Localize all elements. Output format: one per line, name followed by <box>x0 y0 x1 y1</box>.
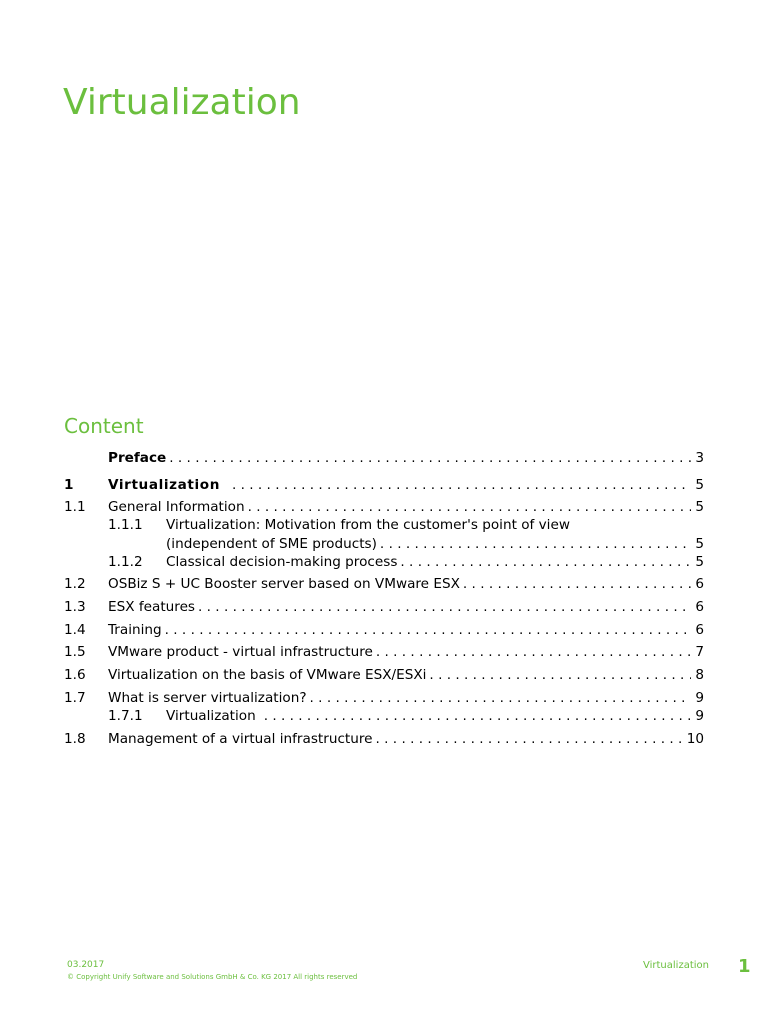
toc-entry-text: Virtualization <box>166 708 256 724</box>
toc-entry-text: Management of a virtual infrastructure <box>108 731 373 747</box>
toc-leader-dots <box>429 665 691 685</box>
toc-leader-dots <box>198 597 691 617</box>
toc-leader-dots <box>380 534 691 554</box>
toc-leader-dots <box>310 688 692 708</box>
toc-entry-number: 1.4 <box>64 622 86 638</box>
footer-doc-title: Virtualization <box>643 960 709 971</box>
toc-entry-number: 1.1.1 <box>108 517 143 533</box>
toc-entry-number: 1.8 <box>64 731 86 747</box>
toc-leader-dots <box>232 475 691 495</box>
toc-page-number: 5 <box>695 499 704 515</box>
toc-page-number: 9 <box>695 708 704 724</box>
toc-page-number: 6 <box>695 599 704 615</box>
toc-entry-number: 1.6 <box>64 667 86 683</box>
toc-page-number: 3 <box>695 450 704 466</box>
toc-entry-1-7-1[interactable] <box>108 706 704 726</box>
toc-entry-number: 1.3 <box>64 599 86 615</box>
toc-entry-chapter-1[interactable] <box>64 475 704 495</box>
toc-entry-text-line2: (independent of SME products) <box>166 536 377 552</box>
toc-entry-1-1-1-line2[interactable] <box>166 534 704 554</box>
toc-page-number: 7 <box>695 644 704 660</box>
toc-page-number: 6 <box>695 622 704 638</box>
toc-entry-number: 1.5 <box>64 644 86 660</box>
toc-entry-text: Preface <box>108 450 167 466</box>
toc-entry-text: Training <box>108 622 162 638</box>
toc-leader-dots <box>165 620 692 640</box>
toc-leader-dots <box>463 574 691 594</box>
toc-page-number: 8 <box>695 667 704 683</box>
toc-entry-text: General Information <box>108 499 245 515</box>
toc-entry-number: 1.1 <box>64 499 86 515</box>
toc-leader-dots <box>264 706 692 726</box>
toc-entry-text: Classical decision-making process <box>166 554 398 570</box>
toc-entry-preface[interactable] <box>108 448 704 468</box>
toc-entry-text: ESX features <box>108 599 196 615</box>
toc-leader-dots <box>376 642 691 662</box>
content-heading: Content <box>64 414 144 438</box>
document-title: Virtualization <box>63 82 301 123</box>
footer-copyright: © Copyright Unify Software and Solutions GmbH & Co. KG 2017 All rights reserved <box>67 973 358 981</box>
toc-entry-number: 1.2 <box>64 576 86 592</box>
toc-entry-number: 1.1.2 <box>108 554 143 570</box>
toc-entry-text: Virtualization on the basis of VMware ESX/ESXi <box>108 667 427 683</box>
toc-page-number: 9 <box>695 690 704 706</box>
toc-entry-1-6[interactable] <box>64 665 704 685</box>
toc-page-number: 5 <box>695 477 704 493</box>
toc-entry-text: What is server virtualization? <box>108 690 307 706</box>
toc-entry-number: 1.7.1 <box>108 708 143 724</box>
toc-page-number: 5 <box>695 536 704 552</box>
toc-entry-1-1[interactable] <box>64 497 704 517</box>
toc-entry-1-2[interactable] <box>64 574 704 594</box>
toc-leader-dots <box>169 448 691 468</box>
toc-entry-text-line1: Virtualization: Motivation from the customer's point of view <box>166 517 570 533</box>
toc-entry-1-5[interactable] <box>64 642 704 662</box>
toc-leader-dots <box>400 552 691 572</box>
toc-entry-1-3[interactable] <box>64 597 704 617</box>
toc-entry-1-1-2[interactable] <box>108 552 704 572</box>
toc-entry-text: OSBiz S + UC Booster server based on VMware ESX <box>108 576 460 592</box>
toc-page-number: 10 <box>686 731 704 747</box>
toc-entry-1-8[interactable] <box>64 729 704 749</box>
toc-leader-dots <box>376 729 683 749</box>
toc-page-number: 6 <box>695 576 704 592</box>
toc-entry-number: 1.7 <box>64 690 86 706</box>
footer-date: 03.2017 <box>67 960 105 970</box>
toc-entry-1-4[interactable] <box>64 620 704 640</box>
toc-leader-dots <box>248 497 692 517</box>
toc-entry-text: Virtualization <box>108 477 220 493</box>
toc-entry-1-7[interactable] <box>64 688 704 708</box>
toc-entry-1-1-1-line1[interactable] <box>108 515 570 535</box>
toc-entry-text: VMware product - virtual infrastructure <box>108 644 373 660</box>
toc-entry-number: 1 <box>64 477 74 493</box>
footer-page-number: 1 <box>738 956 751 977</box>
toc-page-number: 5 <box>695 554 704 570</box>
